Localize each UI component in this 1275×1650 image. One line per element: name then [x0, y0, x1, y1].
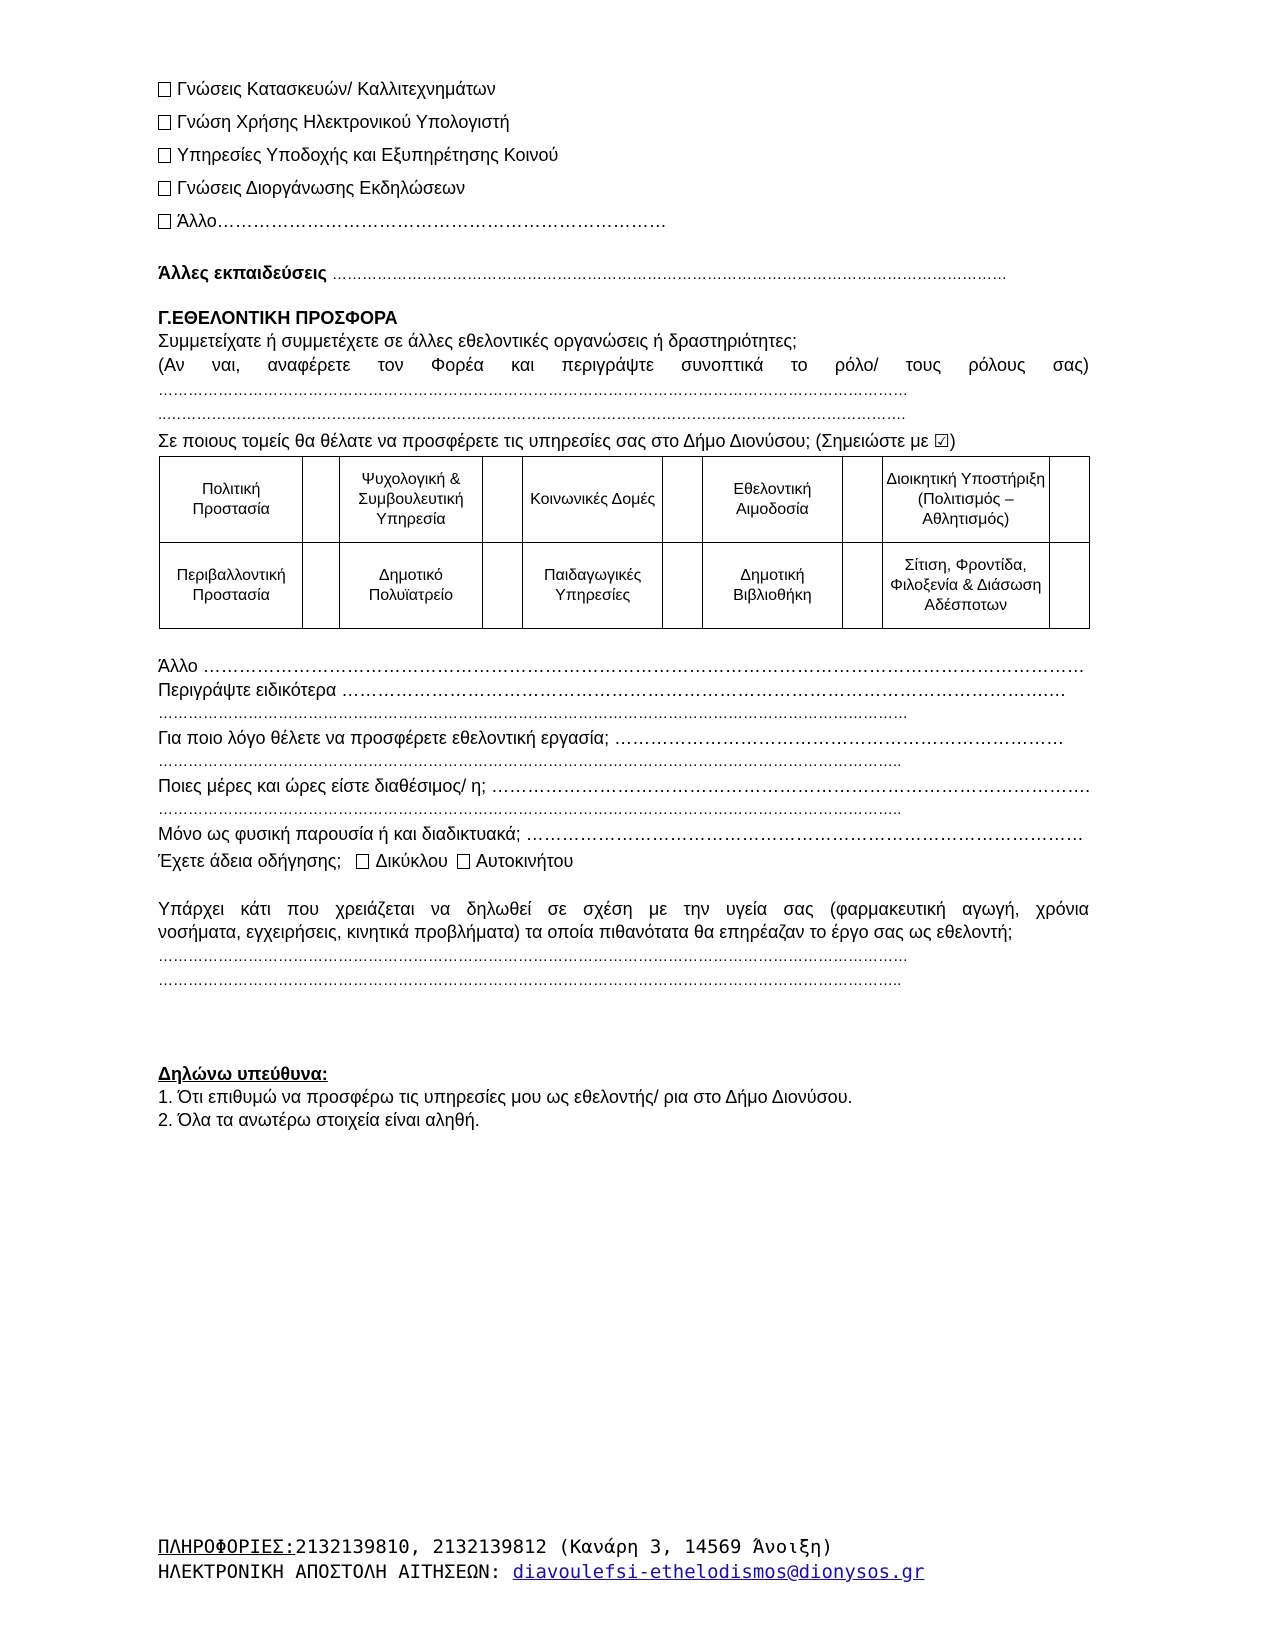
sector-label: Δημοτικό Πολυϊατρείο [339, 543, 482, 629]
answer-line[interactable]: ..…………………………………………………………………………………………………………………………………. [158, 406, 906, 423]
declaration-item: 1. Ότι επιθυμώ να προσφέρω τις υπηρεσίες μου ως εθελοντής/ ρια στο Δήμο Διονύσου. [158, 1087, 853, 1107]
section-title: Γ.ΕΘΕΛΟΝΤΙΚΗ ΠΡΟΣΦΟΡΑ [158, 308, 398, 328]
license-label: Έχετε άδεια οδήγησης; [158, 851, 342, 871]
sector-checkbox-cell[interactable] [842, 543, 882, 629]
skill-label[interactable]: Άλλο………………………………………………………………… [177, 211, 667, 231]
checkbox-motorcycle[interactable] [356, 854, 369, 869]
describe-line[interactable]: Περιγράψτε ειδικότερα ……………………………………………………………………………………………………….… [158, 680, 1067, 700]
info-label: ΠΛΗΡΟΦΟΡΙΕΣ: [158, 1536, 296, 1558]
declaration-item: 2. Όλα τα ανωτέρω στοιχεία είναι αληθή. [158, 1110, 480, 1130]
health-question-line1: Υπάρχει κάτι που χρειάζεται να δηλωθεί σε σχέση με την υγεία σας (φαρμακευτική αγωγή, χρόνια [158, 899, 1089, 919]
sector-checkbox-cell[interactable] [483, 543, 523, 629]
skill-item [158, 111, 510, 133]
license-option-motorcycle: Δικύκλου [375, 851, 448, 871]
sector-label: Διοικητική Υποστήριξη (Πολιτισμός – Αθλητισμός) [882, 457, 1049, 543]
answer-line[interactable]: ………………………………………………………………………………………………………………………………….. [158, 753, 902, 770]
sector-checkbox-cell[interactable] [662, 457, 702, 543]
footer-email [158, 1560, 924, 1584]
checkbox[interactable] [158, 181, 171, 196]
skill-item [158, 78, 496, 100]
info-text: 2132139810, 2132139812 (Κανάρη 3, 14569 Άνοιξη) [295, 1536, 833, 1558]
sector-label: Δημοτική Βιβλιοθήκη [703, 543, 842, 629]
skill-item [158, 144, 558, 166]
footer-info [158, 1535, 833, 1559]
answer-line[interactable]: …………………………………………………………………………………………………………………………………… [158, 705, 908, 722]
sector-checkbox-cell[interactable] [1049, 543, 1089, 629]
presence-line[interactable]: Μόνο ως φυσική παρουσία ή και διαδικτυακά; ………………………………………………………………………………… [158, 824, 1084, 844]
sectors-row [160, 543, 1090, 629]
answer-line[interactable]: …………………………………………………………………………………………………………………………………… [158, 382, 908, 399]
checkbox[interactable] [158, 148, 171, 163]
sector-label: Εθελοντική Αιμοδοσία [703, 457, 842, 543]
other-training-label: Άλλες εκπαιδεύσεις [158, 263, 328, 283]
other-training-dots[interactable]: ……………………………………………………………………………………………………………………… [332, 266, 1008, 283]
checkbox[interactable] [158, 82, 171, 97]
sector-label: Παιδαγωγικές Υπηρεσίες [523, 543, 662, 629]
email-link[interactable]: diavoulefsi-ethelodismos@dionysos.gr [512, 1561, 925, 1583]
checkbox[interactable] [158, 115, 171, 130]
sector-checkbox-cell[interactable] [303, 543, 339, 629]
checkbox[interactable] [158, 214, 171, 229]
license-line [158, 850, 573, 872]
other-sector-line[interactable]: Άλλο ………………………………………………………………………………………………………………………………… [158, 656, 1085, 676]
skill-item [158, 210, 667, 232]
sector-checkbox-cell[interactable] [842, 457, 882, 543]
skill-label: Γνώσεις Διοργάνωσης Εκδηλώσεων [177, 178, 466, 198]
answer-line[interactable]: …………………………………………………………………………………………………………………………………… [158, 948, 908, 965]
license-option-car: Αυτοκινήτου [475, 851, 574, 871]
declaration-title: Δηλώνω υπεύθυνα: [158, 1064, 328, 1084]
health-question-line2: νοσήματα, εγχειρήσεις, κινητικά προβλήματα) τα οποία πιθανότατα θα επηρέαζαν το έργο σας ως εθελοντή; [158, 922, 1013, 942]
sectors-row [160, 457, 1090, 543]
checkbox-car[interactable] [457, 854, 470, 869]
sectors-question: Σε ποιους τομείς θα θέλατε να προσφέρετε τις υπηρεσίες σας στο Δήμο Διονύσου; (Σημειώστε με ☑) [158, 431, 956, 451]
answer-line[interactable]: ………………………………………………………………………………………………………………………………….. [158, 972, 902, 989]
sector-checkbox-cell[interactable] [303, 457, 339, 543]
availability-line[interactable]: Ποιες μέρες και ώρες είστε διαθέσιμος/ η; ………………………………………………………………………………………. [158, 776, 1091, 796]
sector-checkbox-cell[interactable] [1049, 457, 1089, 543]
question-text: Συμμετείχατε ή συμμετέχετε σε άλλες εθελοντικές οργανώσεις ή δραστηριότητες; [158, 331, 798, 351]
question-hint: (Αν ναι, αναφέρετε τον Φορέα και περιγράψτε συνοπτικά το ρόλο/ τους ρόλους σας) [158, 355, 1089, 375]
skill-label: Γνώση Χρήσης Ηλεκτρονικού Υπολογιστή [177, 112, 510, 132]
sector-label: Σίτιση, Φροντίδα, Φιλοξενία & Διάσωση Αδέσποτων [882, 543, 1049, 629]
skill-label: Υπηρεσίες Υποδοχής και Εξυπηρέτησης Κοινού [177, 145, 559, 165]
other-training-line[interactable] [158, 262, 1007, 286]
sector-checkbox-cell[interactable] [483, 457, 523, 543]
sector-label: Πολιτική Προστασία [160, 457, 303, 543]
sector-checkbox-cell[interactable] [662, 543, 702, 629]
sectors-table [159, 456, 1090, 629]
email-label: ΗΛΕΚΤΡΟΝΙΚΗ ΑΠΟΣΤΟΛΗ ΑΙΤΗΣΕΩΝ: [158, 1561, 513, 1583]
skill-item [158, 177, 465, 199]
sector-label: Ψυχολογική & Συμβουλευτική Υπηρεσία [339, 457, 482, 543]
reason-line[interactable]: Για ποιο λόγο θέλετε να προσφέρετε εθελοντική εργασία; ………………………………………………………………… [158, 728, 1065, 748]
sector-label: Περιβαλλοντική Προστασία [160, 543, 303, 629]
sector-label: Κοινωνικές Δομές [523, 457, 662, 543]
skill-label: Γνώσεις Κατασκευών/ Καλλιτεχνημάτων [177, 79, 496, 99]
answer-line[interactable]: ………………………………………………………………………………………………………………………………….. [158, 801, 902, 818]
